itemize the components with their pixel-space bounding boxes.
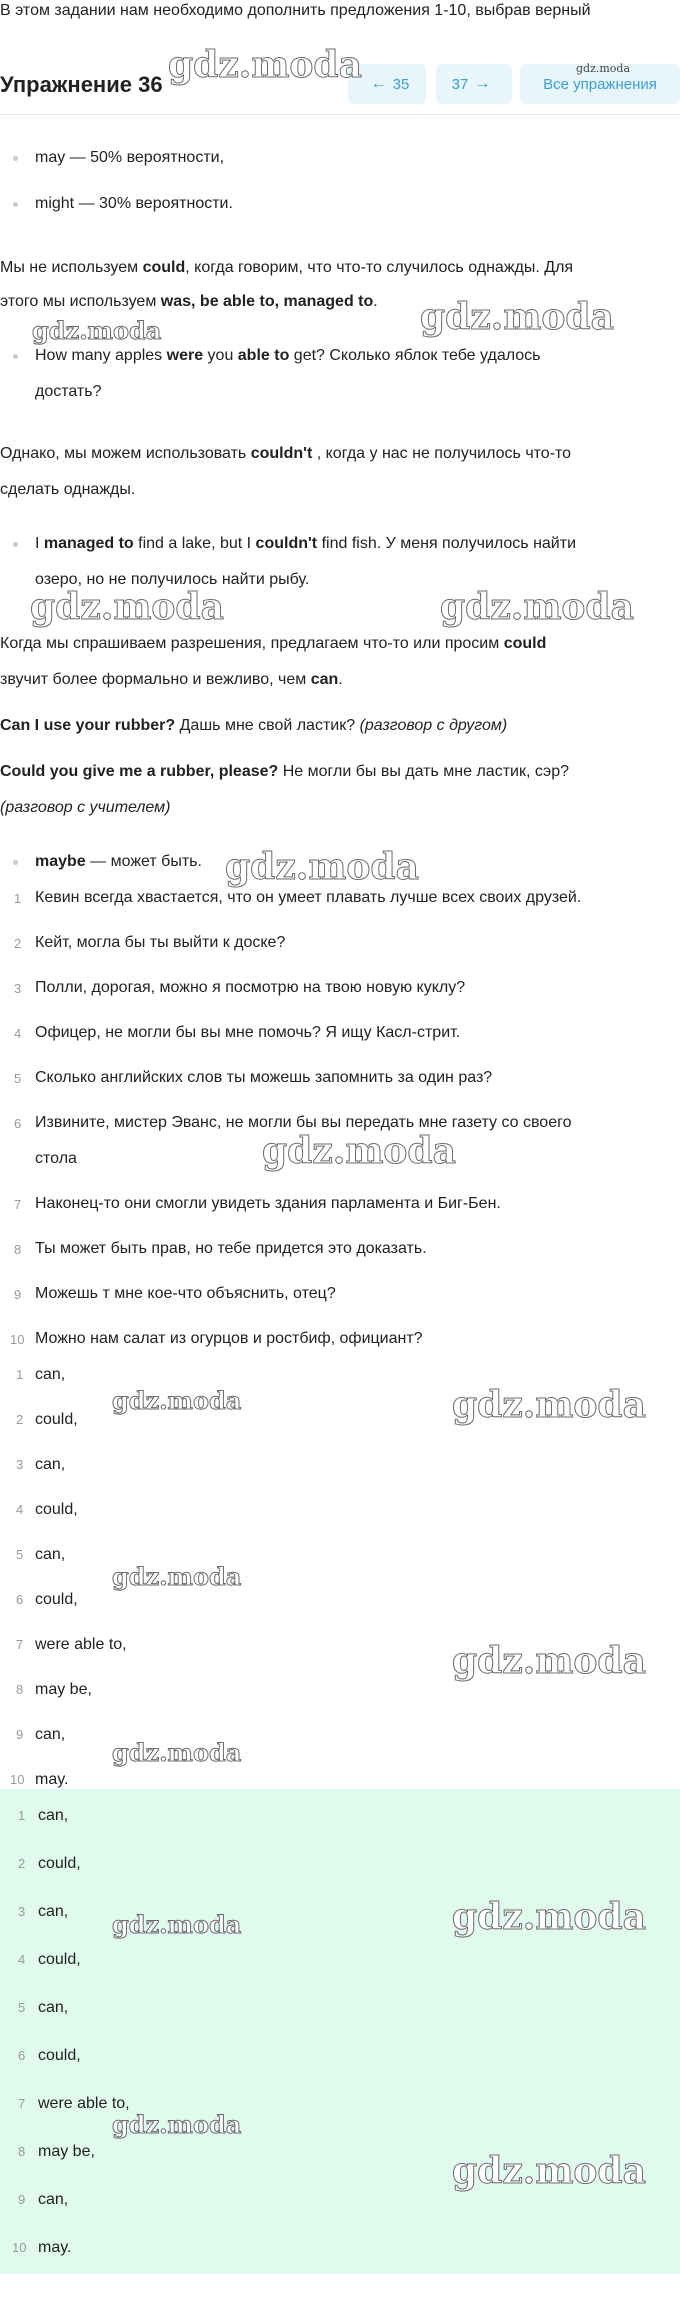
- watermark: gdz.moda: [262, 1130, 456, 1172]
- watermark: gdz.moda: [112, 1562, 242, 1591]
- answer-number: 1: [16, 1367, 24, 1382]
- watermark: gdz.moda: [30, 586, 224, 628]
- answer-panel: [0, 1789, 680, 2274]
- watermark: gdz.moda: [452, 1384, 646, 1426]
- header-divider: [0, 114, 680, 115]
- watermark: gdz.moda: [112, 1738, 242, 1767]
- answer-number: 3: [18, 1904, 26, 1919]
- answer-number: 2: [18, 1856, 26, 1871]
- page-title: Упражнение 36: [0, 72, 163, 97]
- watermark: gdz.moda: [112, 1386, 242, 1415]
- final-answer-item: may.: [38, 2239, 72, 2256]
- list-item: might — 30% вероятности.: [35, 195, 233, 212]
- example-sentence: озеро, но не получилось найти рыбу.: [35, 571, 310, 588]
- answer-number: 8: [16, 1682, 24, 1697]
- answer-item: could,: [35, 1411, 78, 1428]
- answer-item: can,: [35, 1546, 66, 1563]
- item-number: 6: [14, 1116, 22, 1131]
- paragraph: Мы не используем could, когда говорим, что что-то случилось однажды. Для: [0, 259, 574, 276]
- answer-number: 7: [18, 2096, 26, 2111]
- example-question: (разговор с учителем): [0, 799, 171, 816]
- answer-number: 5: [18, 2000, 26, 2015]
- item-number: 4: [14, 1026, 22, 1041]
- example-question: Can I use your rubber? Дашь мне свой ластик? (разговор с другом): [0, 717, 508, 734]
- prev-exercise-label: 35: [392, 75, 410, 93]
- answer-item: can,: [35, 1366, 66, 1383]
- bullet: [13, 156, 18, 161]
- final-answer-item: could,: [38, 1855, 81, 1872]
- bullet: [13, 202, 18, 207]
- paragraph: Однако, мы можем использовать couldn't , когда у нас не получилось что-то: [0, 445, 572, 462]
- item-number: 7: [14, 1197, 22, 1212]
- answer-item: may.: [35, 1771, 69, 1788]
- translation-item: Офицер, не могли бы вы мне помочь? Я ищу Касл-стрит.: [35, 1024, 461, 1041]
- answer-number: 9: [18, 2192, 26, 2207]
- example-sentence: How many apples were you able to get? Сколько яблок тебе удалось: [35, 347, 541, 364]
- answer-item: could,: [35, 1501, 78, 1518]
- translation-item: стола: [35, 1150, 77, 1167]
- final-answer-item: can,: [38, 1807, 69, 1824]
- item-number: 9: [14, 1287, 22, 1302]
- item-number: 3: [14, 981, 22, 996]
- list-item: maybe — может быть.: [35, 853, 202, 870]
- watermark: gdz.moda: [420, 296, 614, 338]
- answer-item: may be,: [35, 1681, 92, 1698]
- translation-item: Можешь т мне кое-что объяснить, отец?: [35, 1285, 336, 1302]
- watermark: gdz.moda: [452, 1640, 646, 1682]
- final-answer-item: could,: [38, 2047, 81, 2064]
- intro-text: В этом задании нам необходимо дополнить предложения 1-10, выбрав верный: [0, 2, 591, 19]
- answer-number: 2: [16, 1412, 24, 1427]
- example-sentence: I managed to find a lake, but I couldn't find fish. У меня получилось найти: [35, 535, 577, 552]
- item-number: 1: [14, 891, 22, 906]
- watermark: gdz.moda: [440, 586, 634, 628]
- watermark: gdz.moda: [452, 1896, 646, 1938]
- paragraph: этого мы используем was, be able to, managed to.: [0, 293, 378, 310]
- item-number: 5: [14, 1071, 22, 1086]
- answer-item: can,: [35, 1726, 66, 1743]
- watermark: gdz.moda: [452, 2150, 646, 2192]
- answer-item: can,: [35, 1456, 66, 1473]
- watermark: gdz.moda: [112, 1910, 242, 1939]
- final-answer-item: could,: [38, 1951, 81, 1968]
- watermark: gdz.moda: [112, 2110, 242, 2139]
- translation-item: Ты может быть прав, но тебе придется это доказать.: [35, 1240, 427, 1257]
- final-answer-item: can,: [38, 1999, 69, 2016]
- translation-item: Кевин всегда хвастается, что он умеет плавать лучше всех своих друзей.: [35, 889, 582, 906]
- answer-number: 10: [12, 2240, 27, 2255]
- arrow-left-icon: ←: [370, 75, 387, 92]
- translation-item: Извините, мистер Эванс, не могли бы вы передать мне газету со своего: [35, 1114, 572, 1131]
- watermark: gdz.moda: [32, 316, 162, 345]
- arrow-right-icon: →: [474, 75, 491, 92]
- translation-item: Наконец-то они смогли увидеть здания парламента и Биг-Бен.: [35, 1195, 501, 1212]
- example-sentence: достать?: [35, 383, 102, 400]
- answer-number: 9: [16, 1727, 24, 1742]
- answer-number: 7: [16, 1637, 24, 1652]
- answer-number: 10: [10, 1772, 25, 1787]
- translation-item: Полли, дорогая, можно я посмотрю на твою новую куклу?: [35, 979, 466, 996]
- next-exercise-label: 37: [451, 75, 469, 93]
- final-answer-item: can,: [38, 2191, 69, 2208]
- translation-item: Сколько английских слов ты можешь запомнить за один раз?: [35, 1069, 493, 1086]
- answer-item: could,: [35, 1591, 78, 1608]
- item-number: 10: [10, 1332, 25, 1347]
- final-answer-item: may be,: [38, 2143, 95, 2160]
- final-answer-item: can,: [38, 1903, 69, 1920]
- answer-number: 5: [16, 1547, 24, 1562]
- bullet: [13, 354, 18, 359]
- watermark: gdz.moda: [576, 62, 631, 75]
- watermark: gdz.moda: [225, 846, 419, 888]
- all-exercises-label: Все упражнения: [543, 75, 657, 93]
- next-exercise-button[interactable]: [436, 64, 512, 104]
- answer-number: 6: [16, 1592, 24, 1607]
- list-item: may — 50% вероятности,: [35, 149, 225, 166]
- answer-number: 3: [16, 1457, 24, 1472]
- answer-number: 8: [18, 2144, 26, 2159]
- answer-number: 1: [18, 1808, 26, 1823]
- bullet: [13, 860, 18, 865]
- item-number: 8: [14, 1242, 22, 1257]
- translation-item: Кейт, могла бы ты выйти к доске?: [35, 934, 286, 951]
- item-number: 2: [14, 936, 22, 951]
- paragraph: Когда мы спрашиваем разрешения, предлагаем что-то или просим could: [0, 635, 547, 652]
- watermark: gdz.moda: [168, 44, 362, 86]
- paragraph: звучит более формально и вежливо, чем can.: [0, 671, 343, 688]
- final-answer-item: were able to,: [38, 2095, 130, 2112]
- paragraph: сделать однажды.: [0, 481, 136, 498]
- translation-item: Можно нам салат из огурцов и ростбиф, официант?: [35, 1330, 423, 1347]
- answer-number: 6: [18, 2048, 26, 2063]
- example-question: Could you give me a rubber, please? Не могли бы вы дать мне ластик, сэр?: [0, 763, 569, 780]
- answer-number: 4: [18, 1952, 26, 1967]
- answer-number: 4: [16, 1502, 24, 1517]
- answer-item: were able to,: [35, 1636, 127, 1653]
- bullet: [13, 542, 18, 547]
